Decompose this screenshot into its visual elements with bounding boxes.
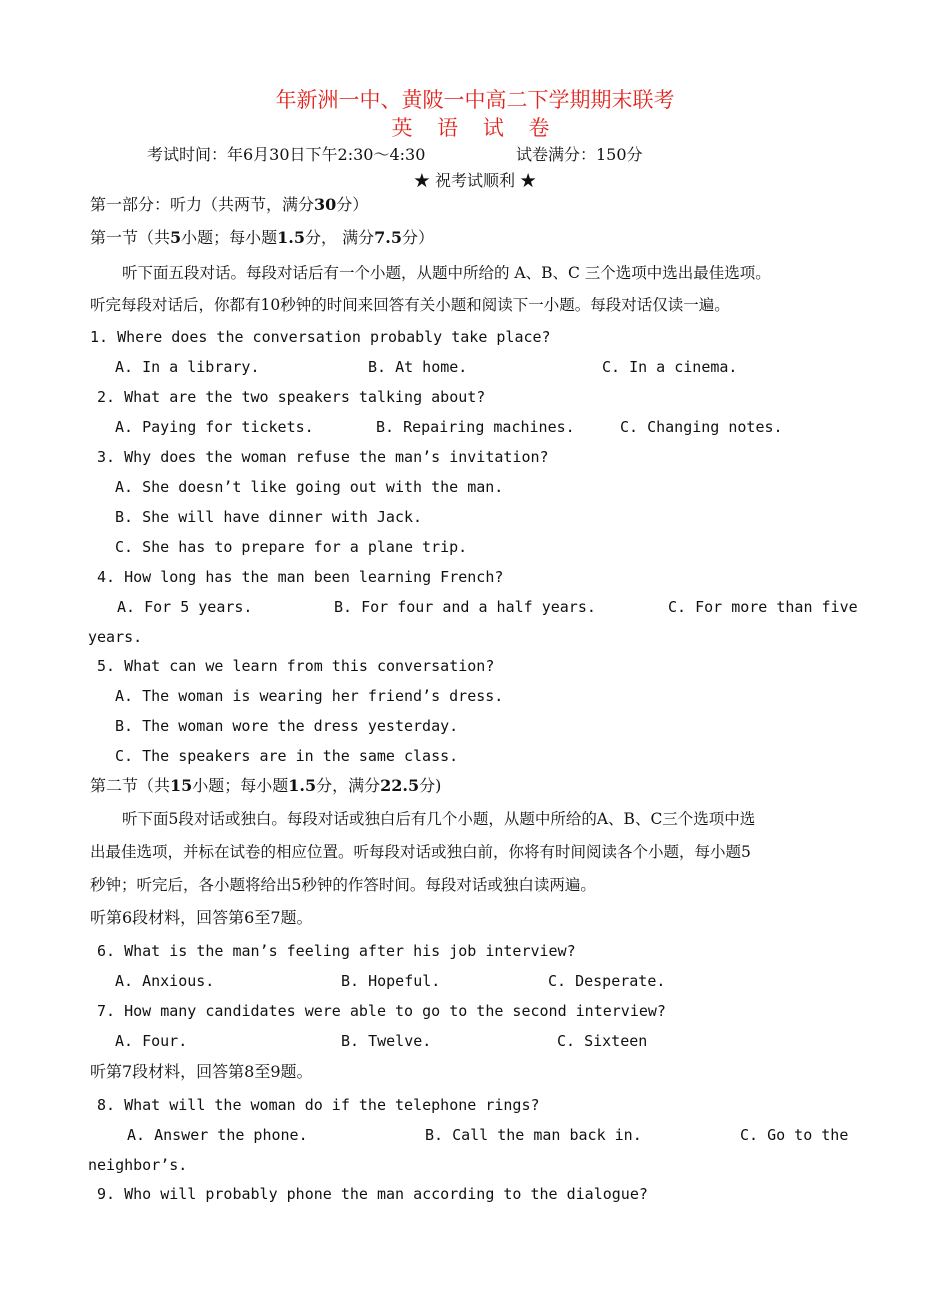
q5-option-c: C. The speakers are in the same class. (115, 747, 459, 765)
section1-instructions-line1: 听下面五段对话。每段对话后有一个小题，从题中所给的 A、B、C 三个选项中选出最佳选项。 (122, 264, 771, 282)
q4-option-b: B. For four and a half years. (334, 598, 596, 616)
q3-stem: 3. Why does the woman refuse the man’s invitation? (97, 448, 549, 466)
q8-option-a: A. Answer the phone. (127, 1126, 308, 1144)
q5-option-b: B. The woman wore the dress yesterday. (115, 717, 459, 735)
exam-title: 年新洲一中、黄陂一中高二下学期期末联考 (275, 88, 675, 112)
q2-option-b: B. Repairing machines. (376, 418, 575, 436)
section1-instructions-line2: 听完每段对话后，你都有10秒钟的时间来回答有关小题和阅读下一小题。每段对话仅读一遍。 (90, 296, 730, 314)
s2-total: 22.5 (380, 776, 420, 795)
s1-total: 7.5 (374, 228, 402, 247)
s2-each: 1.5 (288, 776, 317, 795)
part1-heading-end: 分） (336, 195, 369, 214)
s1-text-b: 小题；每小题 (181, 228, 278, 247)
q7-option-a: A. Four. (115, 1032, 188, 1050)
q6-stem: 6. What is the man’s feeling after his job interview? (97, 942, 576, 960)
q2-stem: 2. What are the two speakers talking about? (97, 388, 486, 406)
q4-option-a: A. For 5 years. (117, 598, 253, 616)
part1-heading-text: 第一部分：听力（共两节，满分 (90, 195, 315, 214)
section2-instructions-line1: 听下面5段对话或独白。每段对话或独白后有几个小题，从题中所给的A、B、C三个选项中选 (122, 810, 756, 828)
q4-option-c: C. For more than five (668, 598, 858, 616)
s2-text-a: 第二节（共 (90, 776, 171, 795)
section2-instructions-line3: 秒钟；听完后，各小题将给出5秒钟的作答时间。每段对话或独白读两遍。 (90, 876, 596, 894)
q1-option-b: B. At home. (368, 358, 468, 376)
q9-stem: 9. Who will probably phone the man according to the dialogue? (97, 1185, 648, 1203)
q7-stem: 7. How many candidates were able to go to the second interview? (97, 1002, 666, 1020)
q8-option-c-continued: neighbor’s. (88, 1156, 188, 1174)
material-7-instruction: 听第7段材料，回答第8至9题。 (90, 1062, 313, 1081)
exam-time: 考试时间：年6月30日下午2:30～4:30 (147, 145, 426, 164)
section1-heading (90, 227, 434, 249)
q6-option-b: B. Hopeful. (341, 972, 441, 990)
q5-option-a: A. The woman is wearing her friend’s dress. (115, 687, 504, 705)
q1-stem: 1. Where does the conversation probably take place? (90, 328, 551, 346)
q8-option-b: B. Call the man back in. (425, 1126, 642, 1144)
q6-option-c: C. Desperate. (548, 972, 666, 990)
exam-subtitle: 英 语 试 卷 (391, 116, 559, 140)
q5-stem: 5. What can we learn from this conversation? (97, 657, 495, 675)
part1-score: 30 (314, 195, 337, 214)
part1-heading (90, 194, 368, 216)
blessing: ★ 祝考试顺利 ★ (413, 171, 537, 190)
s1-text-a: 第一节（共 (90, 228, 171, 247)
section2-heading (90, 775, 441, 797)
q6-option-a: A. Anxious. (115, 972, 215, 990)
s2-count: 15 (170, 776, 193, 795)
q8-stem: 8. What will the woman do if the telephone rings? (97, 1096, 540, 1114)
q4-stem: 4. How long has the man been learning French? (97, 568, 504, 586)
s1-text-d: 分） (401, 228, 434, 247)
s2-text-b: 小题；每小题 (192, 776, 289, 795)
q8-option-c: C. Go to the (740, 1126, 849, 1144)
section2-instructions-line2: 出最佳选项，并标在试卷的相应位置。听每段对话或独白前，你将有时间阅读各个小题，每小题5 (90, 843, 751, 861)
s2-text-c: 分，满分 (316, 776, 381, 795)
s1-each: 1.5 (277, 228, 306, 247)
q3-option-a: A. She doesn’t like going out with the man. (115, 478, 504, 496)
s1-text-c: 分， 满分 (305, 228, 375, 247)
q7-option-c: C. Sixteen (557, 1032, 648, 1050)
q7-option-b: B. Twelve. (341, 1032, 432, 1050)
q1-option-c: C. In a cinema. (602, 358, 738, 376)
s1-count: 5 (170, 228, 182, 247)
q4-option-c-continued: years. (88, 628, 143, 646)
material-6-instruction: 听第6段材料，回答第6至7题。 (90, 908, 313, 927)
q3-option-b: B. She will have dinner with Jack. (115, 508, 423, 526)
q2-option-a: A. Paying for tickets. (115, 418, 314, 436)
q1-option-a: A. In a library. (115, 358, 260, 376)
s2-text-d: 分) (419, 776, 442, 795)
full-score: 试卷满分：150分 (516, 145, 643, 164)
q3-option-c: C. She has to prepare for a plane trip. (115, 538, 468, 556)
q2-option-c: C. Changing notes. (620, 418, 783, 436)
